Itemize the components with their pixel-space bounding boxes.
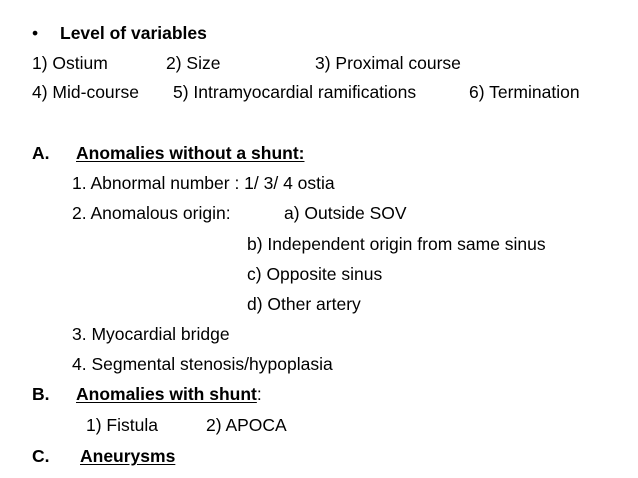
variable-intramyocardial-ramifications: 5) Intramyocardial ramifications xyxy=(173,82,417,102)
variable-ostium: 1) Ostium xyxy=(32,53,108,73)
bullet-icon: • xyxy=(32,23,39,43)
variable-size: 2) Size xyxy=(166,53,221,73)
section-b-title-suffix: : xyxy=(256,384,262,404)
anomalous-origin-sub-b: b) Independent origin from same sinus xyxy=(247,234,546,254)
section-c-title: Aneurysms xyxy=(80,446,176,466)
variable-termination: 6) Termination xyxy=(469,82,580,102)
section-c-marker: C. xyxy=(32,446,50,466)
section-b-title-wrap xyxy=(76,383,262,405)
section-b-marker: B. xyxy=(32,384,50,404)
variable-proximal-course: 3) Proximal course xyxy=(315,53,461,73)
variable-mid-course: 4) Mid-course xyxy=(32,82,139,102)
anomalous-origin-sub-d: d) Other artery xyxy=(247,294,361,314)
heading: Level of variables xyxy=(60,23,207,43)
myocardial-bridge-item: 3. Myocardial bridge xyxy=(72,324,230,344)
fistula-item: 1) Fistula xyxy=(86,415,158,435)
segmental-stenosis-item: 4. Segmental stenosis/hypoplasia xyxy=(72,354,333,374)
anomalous-origin-sub-c: c) Opposite sinus xyxy=(247,264,383,284)
anomalous-origin-label: 2. Anomalous origin: xyxy=(72,203,231,223)
section-a-marker: A. xyxy=(32,143,50,163)
abnormal-number-item: 1. Abnormal number : 1/ 3/ 4 ostia xyxy=(72,173,335,193)
section-a-title: Anomalies without a shunt: xyxy=(76,143,305,163)
apoca-item: 2) APOCA xyxy=(206,415,287,435)
section-b-title: Anomalies with shunt xyxy=(76,384,257,404)
anomalous-origin-sub-a: a) Outside SOV xyxy=(284,203,407,223)
